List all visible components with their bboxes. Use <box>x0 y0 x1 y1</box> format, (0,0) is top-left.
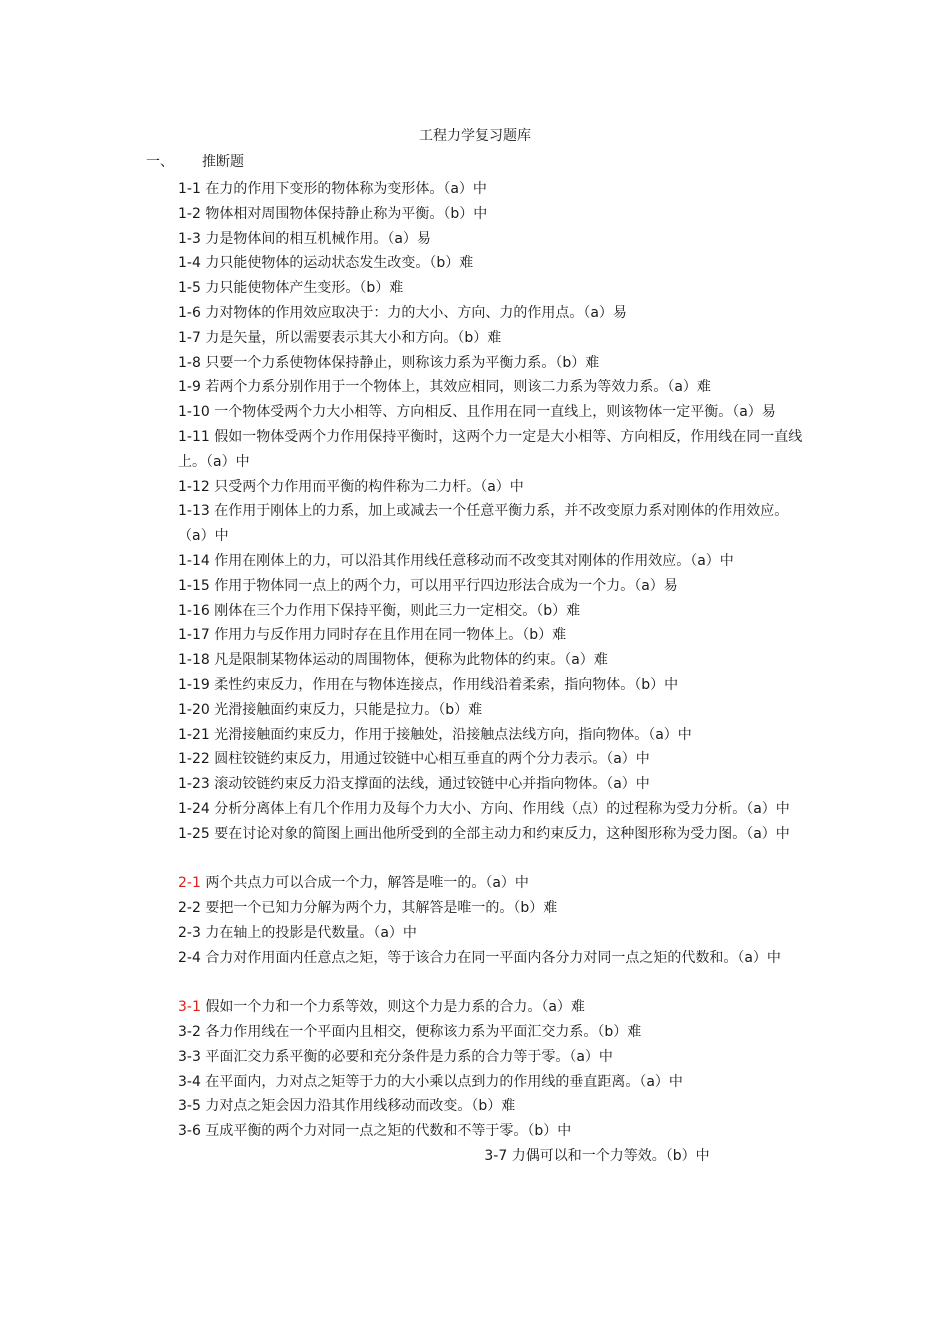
question-group-1 <box>178 177 808 847</box>
question-number: 2-1 <box>178 875 201 892</box>
question-text: 滚动铰链约束反力沿支撑面的法线，通过铰链中心并指向物体。（a）中 <box>214 776 650 793</box>
question-item <box>178 574 808 599</box>
question-number: 2-2 <box>178 900 201 917</box>
question-text: 平面汇交力系平衡的必要和充分条件是力系的合力等于零。（a）中 <box>205 1048 613 1065</box>
question-item <box>178 1020 808 1045</box>
question-number: 1-23 <box>178 776 210 793</box>
question-item <box>178 425 808 475</box>
question-text: 要把一个已知力分解为两个力，其解答是唯一的。（b）难 <box>205 900 558 917</box>
question-item <box>178 896 808 921</box>
page-title: 工程力学复习题库 <box>419 128 531 144</box>
question-item <box>178 400 808 425</box>
question-text: 两个共点力可以合成一个力，解答是唯一的。（a）中 <box>205 875 529 892</box>
question-item <box>178 698 808 723</box>
question-item <box>178 351 808 376</box>
question-item <box>178 499 808 549</box>
question-text: 在力的作用下变形的物体称为变形体。（a）中 <box>205 181 487 197</box>
question-list <box>178 177 808 1169</box>
question-item <box>178 326 808 351</box>
question-number: 1-20 <box>178 701 210 718</box>
question-number: 1-21 <box>178 726 210 743</box>
question-text: 力只能使物体产生变形。（b）难 <box>205 280 404 297</box>
question-number: 2-3 <box>178 924 201 941</box>
question-number: 1-6 <box>178 304 201 321</box>
question-item <box>178 301 808 326</box>
question-number: 1-22 <box>178 751 210 768</box>
question-text: 光滑接触面约束反力，只能是拉力。（b）难 <box>214 701 483 718</box>
section-name: 推断题 <box>202 154 244 170</box>
question-number: 1-13 <box>178 503 210 520</box>
question-text: 在作用于刚体上的力系，加上或减去一个任意平衡力系，并不改变原力系对刚体的作用效应。（a）中 <box>178 503 789 545</box>
question-item <box>178 648 808 673</box>
question-text: 刚体在三个力作用下保持平衡，则此三力一定相交。（b）难 <box>214 602 581 619</box>
group-spacer <box>178 847 808 872</box>
question-item <box>178 276 808 301</box>
question-number: 1-25 <box>178 825 210 842</box>
question-text: 合力对作用面内任意点之矩，等于该合力在同一平面内各分力对同一点之矩的代数和。（a）中 <box>205 949 781 966</box>
question-text: 只受两个力作用而平衡的构件称为二力杆。（a）中 <box>214 478 524 495</box>
question-number: 3-7 <box>484 1148 508 1165</box>
question-number: 1-1 <box>178 181 201 197</box>
question-number: 1-16 <box>178 602 210 619</box>
question-text: 力是物体间的相互机械作用。（a）易 <box>205 230 431 247</box>
question-number: 1-17 <box>178 627 210 644</box>
question-number: 1-3 <box>178 230 201 247</box>
question-text: 光滑接触面约束反力，作用于接触处，沿接触点法线方向，指向物体。（a）中 <box>214 726 692 743</box>
question-number: 3-3 <box>178 1048 201 1065</box>
question-text: 假如一个力和一个力系等效，则这个力是力系的合力。（a）难 <box>205 999 585 1016</box>
section-heading <box>146 153 244 171</box>
question-text: 柔性约束反力，作用在与物体连接点，作用线沿着柔索，指向物体。（b）中 <box>214 676 679 693</box>
question-item <box>178 623 808 648</box>
question-text: 分析分离体上有几个作用力及每个力大小、方向、作用线（点）的过程称为受力分析。（a）中 <box>214 800 790 817</box>
question-item <box>178 599 808 624</box>
question-item <box>178 177 808 202</box>
question-number: 1-15 <box>178 577 210 594</box>
question-text: 物体相对周围物体保持静止称为平衡。（b）中 <box>205 205 488 222</box>
question-text: 若两个力系分别作用于一个物体上，其效应相同，则该二力系为等效力系。（a）难 <box>205 379 711 396</box>
question-item <box>172 1144 950 1169</box>
question-text: 力在轴上的投影是代数量。（a）中 <box>205 924 417 941</box>
question-item <box>178 549 808 574</box>
question-text: 力对物体的作用效应取决于：力的大小、方向、力的作用点。（a）易 <box>205 304 627 321</box>
question-item <box>178 772 808 797</box>
question-item <box>178 723 808 748</box>
question-item <box>178 946 808 971</box>
question-text: 力只能使物体的运动状态发生改变。（b）难 <box>205 255 474 272</box>
question-item <box>178 822 808 847</box>
question-text: 互成平衡的两个力对同一点之矩的代数和不等于零。（b）中 <box>205 1123 572 1140</box>
question-text: 作用于物体同一点上的两个力，可以用平行四边形法合成为一个力。（a）易 <box>214 577 678 594</box>
question-number: 1-24 <box>178 800 210 817</box>
question-text: 力对点之矩会因力沿其作用线移动而改变。（b）难 <box>205 1098 516 1115</box>
question-number: 1-19 <box>178 676 210 693</box>
question-text: 凡是限制某物体运动的周围物体，便称为此物体的约束。（a）难 <box>214 652 608 669</box>
question-item <box>178 673 808 698</box>
question-text: 假如一物体受两个力作用保持平衡时，这两个力一定是大小相等、方向相反，作用线在同一直线上。（a）中 <box>178 428 803 470</box>
question-number: 1-5 <box>178 280 201 297</box>
question-group-3 <box>178 995 808 1169</box>
question-number: 1-8 <box>178 354 201 371</box>
question-item <box>178 1070 808 1095</box>
question-group-2 <box>178 871 808 970</box>
question-item <box>178 921 808 946</box>
question-number: 1-12 <box>178 478 210 495</box>
question-number: 3-6 <box>178 1123 201 1140</box>
question-text: 在平面内，力对点之矩等于力的大小乘以点到力的作用线的垂直距离。（a）中 <box>205 1073 683 1090</box>
question-text: 只要一个力系使物体保持静止，则称该力系为平衡力系。（b）难 <box>205 354 600 371</box>
question-item <box>178 1045 808 1070</box>
question-item <box>178 747 808 772</box>
question-item <box>178 1119 808 1144</box>
question-item <box>178 227 808 252</box>
question-number: 3-5 <box>178 1098 201 1115</box>
section-number: 一、 <box>146 154 174 170</box>
question-item <box>178 1094 808 1119</box>
question-text: 力是矢量，所以需要表示其大小和方向。（b）难 <box>205 329 502 346</box>
question-number: 2-4 <box>178 949 201 966</box>
question-item <box>178 475 808 500</box>
question-item <box>178 375 808 400</box>
question-text: 要在讨论对象的简图上画出他所受到的全部主动力和约束反力，这种图形称为受力图。（a）中 <box>214 825 790 842</box>
question-text: 作用在刚体上的力，可以沿其作用线任意移动而不改变其对刚体的作用效应。（a）中 <box>214 552 734 569</box>
group-spacer <box>178 971 808 996</box>
question-number: 3-1 <box>178 999 201 1016</box>
question-number: 1-14 <box>178 552 210 569</box>
question-text: 作用力与反作用力同时存在且作用在同一物体上。（b）难 <box>214 627 567 644</box>
question-item <box>178 797 808 822</box>
question-number: 1-4 <box>178 255 201 272</box>
question-number: 1-7 <box>178 329 201 346</box>
question-item <box>178 202 808 227</box>
question-number: 3-4 <box>178 1073 201 1090</box>
question-number: 1-9 <box>178 379 201 396</box>
question-number: 1-18 <box>178 652 210 669</box>
question-text: 力偶可以和一个力等效。（b）中 <box>511 1148 710 1165</box>
question-item <box>178 871 808 896</box>
question-number: 1-10 <box>178 404 210 421</box>
question-text: 圆柱铰链约束反力，用通过铰链中心相互垂直的两个分力表示。（a）中 <box>214 751 650 768</box>
question-number: 1-11 <box>178 428 210 445</box>
question-text: 各力作用线在一个平面内且相交，便称该力系为平面汇交力系。（b）难 <box>205 1024 642 1041</box>
question-number: 1-2 <box>178 205 201 222</box>
question-text: 一个物体受两个力大小相等、方向相反、且作用在同一直线上，则该物体一定平衡。（a）易 <box>214 404 776 421</box>
question-item <box>178 995 808 1020</box>
question-item <box>178 251 808 276</box>
question-number: 3-2 <box>178 1024 201 1041</box>
